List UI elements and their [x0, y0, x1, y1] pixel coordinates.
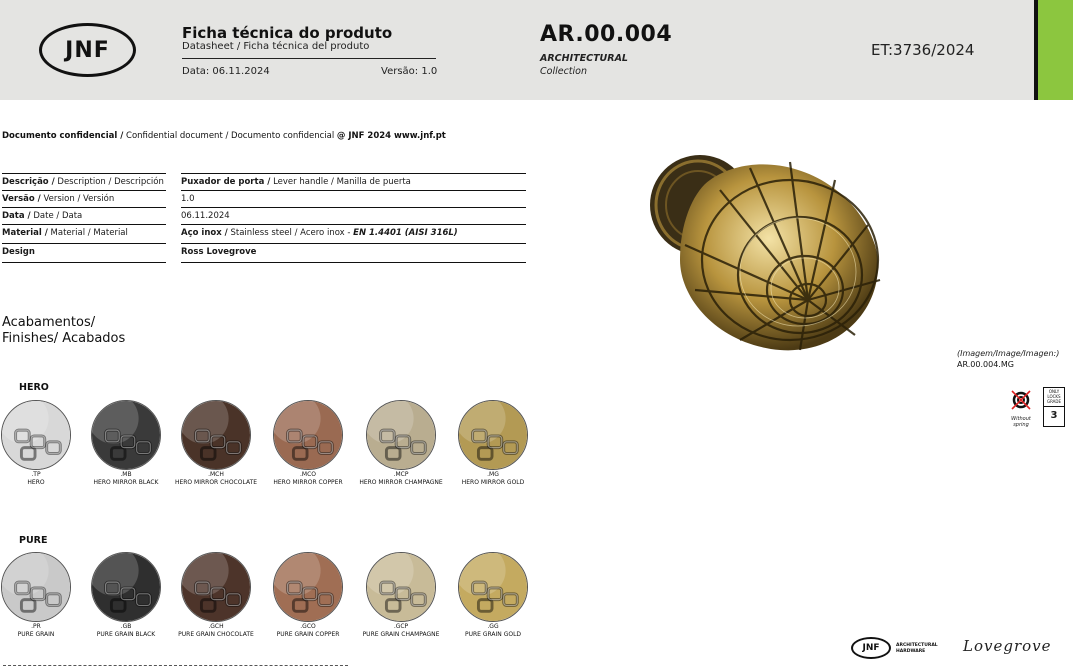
confidential-pt: Documento confidencial / — [2, 131, 124, 141]
finish-code: .GCP — [393, 623, 409, 630]
finish-swatch — [181, 552, 251, 622]
spec-key — [2, 194, 166, 204]
spec-val-rest: Lever handle / Manilla de puerta — [270, 177, 411, 187]
finish-name: PURE GRAIN GOLD — [464, 630, 522, 638]
no-spring-icon — [1010, 389, 1032, 413]
header-rule — [182, 58, 436, 59]
spec-val-rest: 1.0 — [181, 194, 195, 204]
designer-signature: Lovegrove — [963, 637, 1052, 655]
finish-name: HERO MIRROR COPPER — [273, 478, 343, 486]
spring-line1: Without — [1011, 416, 1031, 422]
spec-value — [181, 228, 526, 238]
grade-label: ONLY LOCKS GRADE — [1044, 388, 1064, 407]
finish-swatch — [181, 400, 251, 470]
group-title-hero: HERO — [19, 382, 49, 393]
group-title-pure: PURE — [19, 535, 48, 546]
finish-code: .MCH — [208, 471, 224, 478]
finish-swatch — [458, 552, 528, 622]
finish-swatch — [458, 400, 528, 470]
finish-name: PURE GRAIN CHAMPAGNE — [362, 630, 440, 638]
spec-key — [2, 177, 166, 187]
spec-key-pt: Design — [2, 247, 35, 257]
spec-value — [181, 247, 526, 257]
finish-name: HERO MIRROR GOLD — [461, 478, 525, 486]
footer-logo-text: JNF — [862, 643, 880, 653]
finish-swatch — [91, 552, 161, 622]
spec-value — [181, 211, 526, 221]
jnf-logo — [39, 23, 136, 77]
row-rule — [2, 173, 166, 174]
grade-value: 3 — [1050, 410, 1058, 421]
spec-val-rest: 06.11.2024 — [181, 211, 230, 221]
confidential-translations: Confidential document / Documento confidencial — [123, 131, 337, 141]
row-rule — [2, 207, 166, 208]
sheet-date: Data: 06.11.2024 — [182, 66, 270, 77]
spec-key-pt: Data / — [2, 211, 31, 221]
spec-value — [181, 177, 526, 187]
row-rule — [181, 207, 526, 208]
spec-val-rest: Stainless steel / Acero inox - — [227, 228, 354, 238]
finish-name: HERO MIRROR CHOCOLATE — [174, 478, 258, 486]
finish-label — [438, 471, 548, 486]
spec-val-rest: Ross Lovegrove — [181, 247, 257, 257]
finishes-title-line2: Finishes/ Acabados — [2, 331, 126, 346]
spec-val-pt: Aço inox / — [181, 228, 228, 238]
confidential-notice — [2, 131, 446, 141]
row-rule — [181, 190, 526, 191]
finish-name: HERO MIRROR CHAMPAGNE — [359, 478, 443, 486]
finish-code: .GCO — [300, 623, 316, 630]
spec-value — [181, 194, 526, 204]
product-collection: Collection — [540, 66, 587, 77]
footer-tagline-line2: HARDWARE — [896, 648, 926, 654]
finish-code: .MCO — [300, 471, 316, 478]
row-rule — [181, 243, 526, 244]
finish-swatch — [273, 400, 343, 470]
spec-key-rest: Material / Material — [47, 228, 128, 238]
finish-name: HERO — [27, 478, 45, 486]
dashed-divider — [3, 665, 348, 666]
finish-code: .PR — [31, 623, 41, 630]
finish-code: .GG — [487, 623, 499, 630]
accent-bar — [1038, 0, 1073, 100]
sheet-version: Versão: 1.0 — [381, 66, 438, 77]
product-image — [640, 150, 890, 360]
spec-key-rest: Description / Descripción — [54, 177, 164, 187]
spec-val-standard: EN 1.4401 (AISI 316L) — [353, 228, 458, 238]
spec-key-rest: Date / Data — [30, 211, 83, 221]
logo-text: JNF — [65, 37, 110, 63]
spec-val-pt: Puxador de porta / — [181, 177, 271, 187]
et-code: ET:3736/2024 — [871, 41, 975, 59]
image-caption-code: AR.00.004.MG — [957, 360, 1014, 369]
finishes-title — [2, 315, 125, 347]
finish-swatch — [366, 400, 436, 470]
finish-swatch — [366, 552, 436, 622]
footer-tagline-line1: ARCHITECTURAL — [896, 643, 938, 648]
spec-key-pt: Descrição / — [2, 177, 55, 187]
no-spring-label — [1004, 416, 1038, 428]
footer-tagline — [896, 643, 938, 654]
door-handle-illustration — [640, 150, 890, 360]
finish-code: .GCH — [208, 623, 224, 630]
row-rule — [181, 224, 526, 225]
finish-name: PURE GRAIN BLACK — [96, 630, 156, 638]
spec-key — [2, 211, 166, 221]
row-rule — [2, 262, 166, 263]
finish-code: .GB — [120, 623, 132, 630]
finish-swatch — [1, 400, 71, 470]
product-line: ARCHITECTURAL — [540, 53, 628, 64]
finish-code: .MB — [120, 471, 132, 478]
row-rule — [2, 224, 166, 225]
finish-swatch — [91, 400, 161, 470]
sheet-title: Ficha técnica do produto — [182, 24, 393, 42]
product-code: AR.00.004 — [540, 22, 673, 47]
finish-code: .MCP — [393, 471, 409, 478]
finish-code: .TP — [31, 471, 41, 478]
finish-name: PURE GRAIN CHOCOLATE — [178, 630, 254, 638]
finish-name: PURE GRAIN COPPER — [276, 630, 340, 638]
finish-swatch — [273, 552, 343, 622]
image-caption-label: (Imagem/Image/Imagen:) — [957, 349, 1060, 358]
finish-name: HERO MIRROR BLACK — [93, 478, 159, 486]
row-rule — [181, 262, 526, 263]
finishes-title-line1: Acabamentos/ — [2, 315, 96, 330]
spec-key — [2, 247, 166, 257]
spec-key-rest: Version / Versión — [40, 194, 115, 204]
grade-badge — [1043, 387, 1065, 427]
spec-key-pt: Material / — [2, 228, 48, 238]
spec-key-pt: Versão / — [2, 194, 41, 204]
copyright: @ JNF 2024 www.jnf.pt — [336, 131, 446, 141]
finish-label — [438, 623, 548, 638]
footer-jnf-logo — [851, 637, 891, 659]
finish-swatch — [1, 552, 71, 622]
row-rule — [2, 190, 166, 191]
finish-name: PURE GRAIN — [17, 630, 55, 638]
spring-line2: spring — [1013, 422, 1029, 428]
row-rule — [181, 173, 526, 174]
row-rule — [2, 243, 166, 244]
sheet-subtitle: Datasheet / Ficha técnica del produto — [182, 41, 370, 52]
spec-key — [2, 228, 166, 238]
finish-code: .MG — [487, 471, 499, 478]
